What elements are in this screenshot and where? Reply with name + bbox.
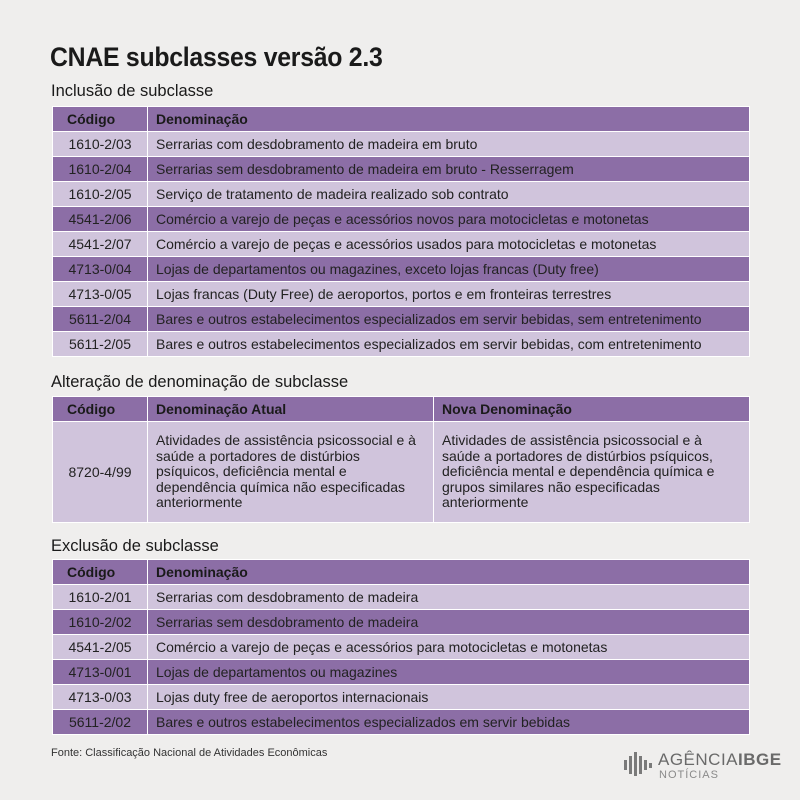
row-name: Lojas de departamentos ou magazines, exceto lojas francas (Duty free) bbox=[148, 257, 750, 282]
row-name: Lojas francas (Duty Free) de aeroportos, portos e em fronteiras terrestres bbox=[148, 282, 750, 307]
row-code: 4541-2/05 bbox=[53, 635, 148, 660]
exclusao-col-code: Código bbox=[53, 560, 148, 585]
row-name: Lojas de departamentos ou magazines bbox=[148, 660, 750, 685]
logo-wordmark bbox=[658, 750, 782, 770]
row-code: 4713-0/04 bbox=[53, 257, 148, 282]
inclusao-col-code: Código bbox=[53, 107, 148, 132]
row-code: 1610-2/05 bbox=[53, 182, 148, 207]
table-row bbox=[53, 710, 750, 735]
table-row bbox=[53, 257, 750, 282]
table-row bbox=[53, 685, 750, 710]
row-name: Comércio a varejo de peças e acessórios novos para motocicletas e motonetas bbox=[148, 207, 750, 232]
row-name: Bares e outros estabelecimentos especializados em servir bebidas, sem entretenimento bbox=[148, 307, 750, 332]
alteracao-col-code: Código bbox=[53, 397, 148, 422]
row-code: 1610-2/01 bbox=[53, 585, 148, 610]
table-row bbox=[53, 132, 750, 157]
table-row bbox=[53, 585, 750, 610]
alteracao-current: Atividades de assistência psicossocial e à saúde a portadores de distúrbios psíquicos, deficiência mental e dependência química não especificadas anteriormente bbox=[148, 422, 434, 523]
row-name: Lojas duty free de aeroportos internacionais bbox=[148, 685, 750, 710]
row-code: 1610-2/04 bbox=[53, 157, 148, 182]
agencia-ibge-logo bbox=[622, 748, 782, 784]
row-name: Serviço de tratamento de madeira realizado sob contrato bbox=[148, 182, 750, 207]
alteracao-heading: Alteração de denominação de subclasse bbox=[51, 373, 349, 391]
table-row bbox=[53, 422, 750, 523]
table-row bbox=[53, 610, 750, 635]
table-row bbox=[53, 660, 750, 685]
inclusao-table bbox=[52, 106, 750, 357]
exclusao-heading: Exclusão de subclasse bbox=[51, 537, 219, 555]
table-row bbox=[53, 232, 750, 257]
row-code: 1610-2/02 bbox=[53, 610, 148, 635]
row-name: Serrarias com desdobramento de madeira em bruto bbox=[148, 132, 750, 157]
row-code: 5611-2/05 bbox=[53, 332, 148, 357]
table-row bbox=[53, 207, 750, 232]
row-code: 5611-2/02 bbox=[53, 710, 148, 735]
alteracao-new: Atividades de assistência psicossocial e à saúde a portadores de distúrbios psíquicos, deficiência mental e dependência química e grupos similares não especificadas anteriormente bbox=[434, 422, 750, 523]
logo-word-agencia: AGÊNCIA bbox=[658, 750, 739, 769]
exclusao-col-name: Denominação bbox=[148, 560, 750, 585]
row-name: Bares e outros estabelecimentos especializados em servir bebidas bbox=[148, 710, 750, 735]
table-row bbox=[53, 182, 750, 207]
row-name: Bares e outros estabelecimentos especializados em servir bebidas, com entretenimento bbox=[148, 332, 750, 357]
inclusao-col-name: Denominação bbox=[148, 107, 750, 132]
table-row bbox=[53, 635, 750, 660]
logo-subtitle: NOTÍCIAS bbox=[659, 769, 719, 781]
row-code: 1610-2/03 bbox=[53, 132, 148, 157]
row-name: Comércio a varejo de peças e acessórios para motocicletas e motonetas bbox=[148, 635, 750, 660]
alteracao-code: 8720-4/99 bbox=[53, 422, 148, 523]
page-title: CNAE subclasses versão 2.3 bbox=[50, 42, 383, 72]
table-row bbox=[53, 282, 750, 307]
table-row bbox=[53, 332, 750, 357]
logo-word-ibge: IBGE bbox=[738, 750, 782, 769]
row-code: 4713-0/01 bbox=[53, 660, 148, 685]
row-code: 5611-2/04 bbox=[53, 307, 148, 332]
row-code: 4541-2/07 bbox=[53, 232, 148, 257]
source-note: Fonte: Classificação Nacional de Atividades Econômicas bbox=[51, 747, 328, 759]
row-name: Serrarias com desdobramento de madeira bbox=[148, 585, 750, 610]
exclusao-table bbox=[52, 559, 750, 735]
alteracao-table bbox=[52, 396, 750, 523]
row-name: Serrarias sem desdobramento de madeira em bruto - Resserragem bbox=[148, 157, 750, 182]
inclusao-heading: Inclusão de subclasse bbox=[51, 82, 214, 100]
alteracao-col-new: Nova Denominação bbox=[434, 397, 750, 422]
row-code: 4713-0/03 bbox=[53, 685, 148, 710]
row-code: 4541-2/06 bbox=[53, 207, 148, 232]
row-code: 4713-0/05 bbox=[53, 282, 148, 307]
alteracao-col-current: Denominação Atual bbox=[148, 397, 434, 422]
table-row bbox=[53, 307, 750, 332]
row-name: Serrarias sem desdobramento de madeira bbox=[148, 610, 750, 635]
row-name: Comércio a varejo de peças e acessórios usados para motocicletas e motonetas bbox=[148, 232, 750, 257]
ibge-bars-icon bbox=[622, 748, 654, 780]
table-row bbox=[53, 157, 750, 182]
